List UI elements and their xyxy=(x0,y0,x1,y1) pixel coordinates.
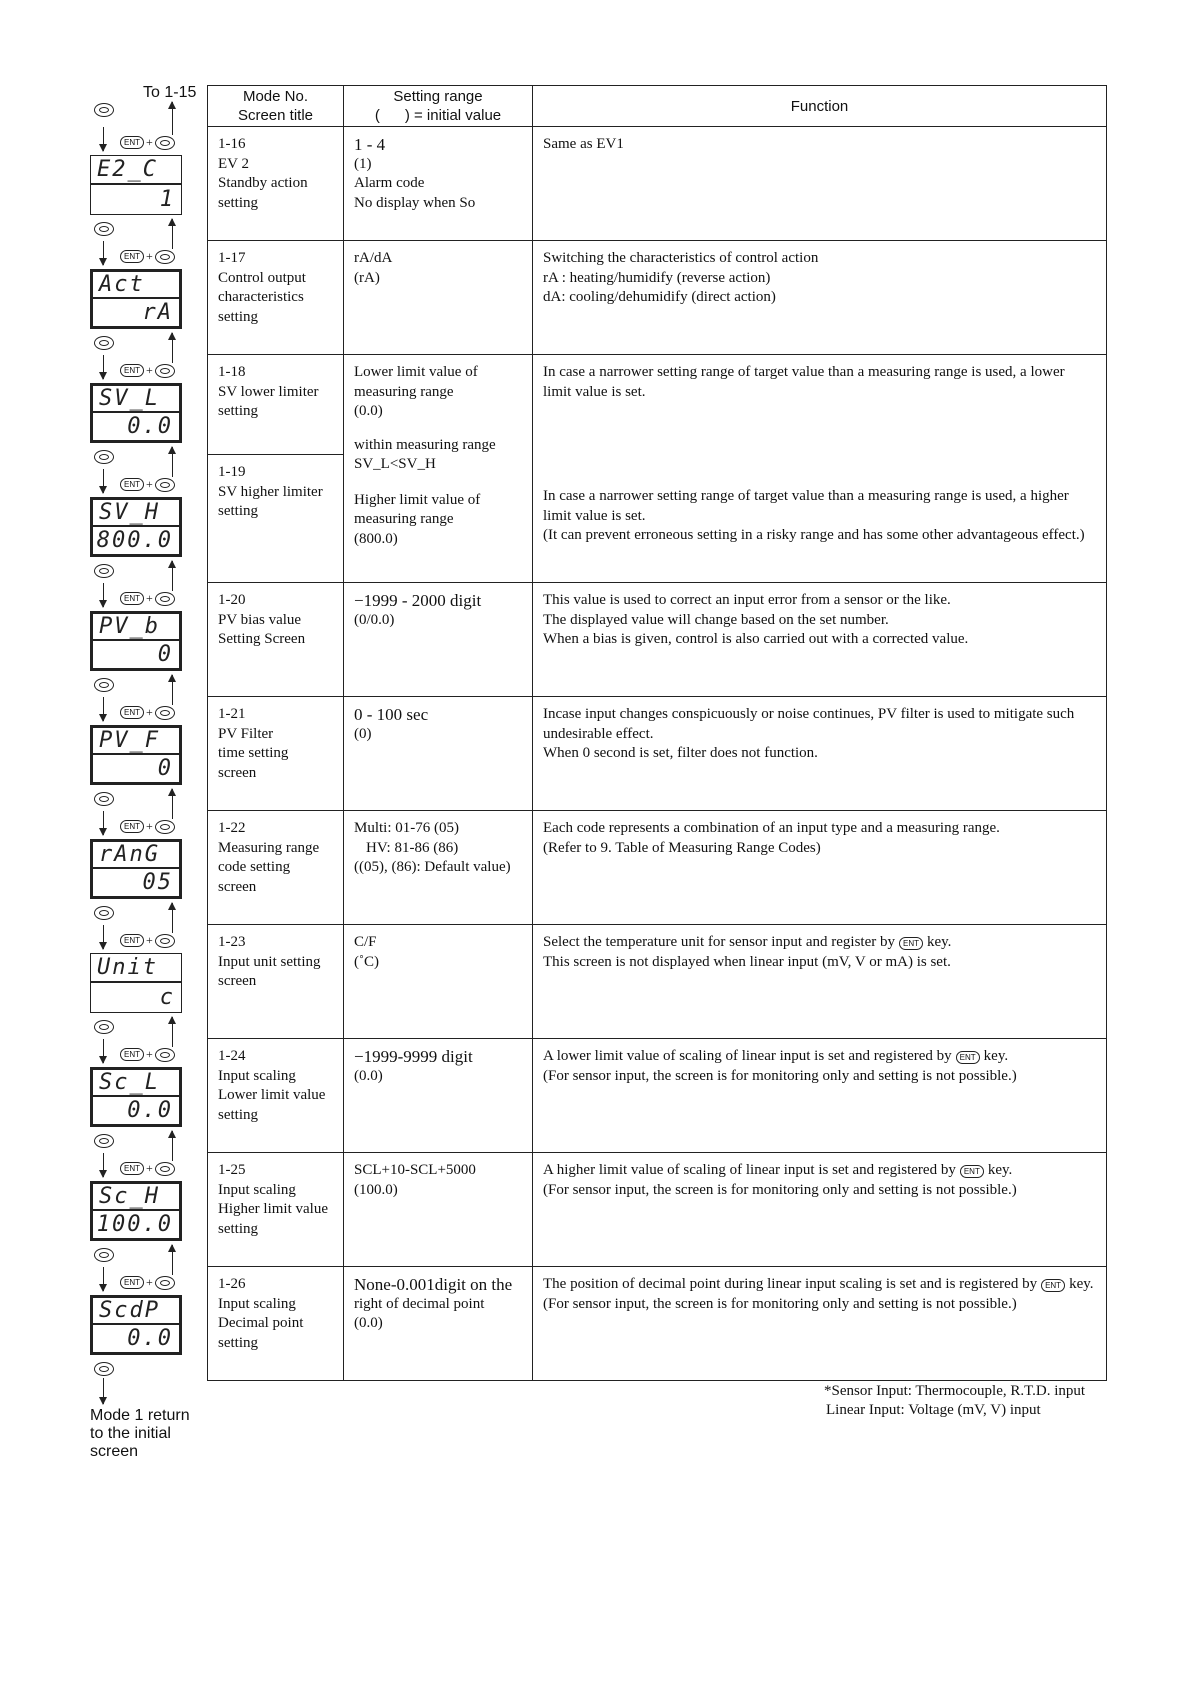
cell-line: Multi: 01-76 (05) xyxy=(354,820,459,836)
cell-line: Switching the characteristics of control action xyxy=(543,250,819,266)
function-cell xyxy=(533,697,1107,811)
cell-line: 1-24 xyxy=(218,1048,246,1064)
lcd-parameter-code: SV_L xyxy=(93,386,179,413)
ent-key-icon: ENT xyxy=(956,1051,980,1064)
range-cell xyxy=(344,241,533,355)
arrow-down-icon xyxy=(103,697,104,721)
cell-line: measuring range xyxy=(354,383,454,400)
cell-line: −1999 - 2000 digit xyxy=(354,591,482,610)
function-line-with-key xyxy=(543,933,1096,953)
flow-top-label: To 1-15 xyxy=(143,84,197,101)
cell-text: The position of decimal point during linear input scaling is set and is registered by xyxy=(543,1276,1038,1292)
cell-line: 1 - 4 xyxy=(354,135,386,154)
cell-line: 1-18 xyxy=(218,364,246,380)
ent-plus-key-combo xyxy=(120,477,175,492)
cell-line: within measuring range xyxy=(354,436,496,453)
set-key-icon xyxy=(155,1162,175,1176)
range-header-line1: Setting range xyxy=(393,88,483,105)
cell-line: (800.0) xyxy=(354,530,398,547)
cell-line: No display when So xyxy=(354,194,476,211)
plus-sign: + xyxy=(146,591,153,605)
cell-line: None-0.001digit on the xyxy=(354,1275,513,1294)
cell-line: Measuring range xyxy=(218,839,320,856)
range-cell xyxy=(344,925,533,1039)
mode-cell-upper xyxy=(208,355,343,455)
set-key-icon xyxy=(94,906,114,920)
plus-sign: + xyxy=(146,819,153,833)
lcd-parameter-code: Act xyxy=(93,272,179,299)
cell-line: 1-26 xyxy=(218,1276,246,1292)
mode-cell xyxy=(208,1153,344,1267)
cell-line: code setting xyxy=(218,859,291,875)
cell-line: 1-21 xyxy=(218,706,246,722)
cell-line: Standby action xyxy=(218,175,308,191)
ent-key-icon: ENT xyxy=(120,1276,144,1289)
cell-line: PV bias value xyxy=(218,611,302,628)
cell-line: Higher limit value of xyxy=(354,491,481,508)
flow-end-label: Mode 1 return to the initial screen xyxy=(90,1407,190,1460)
range-cell xyxy=(344,1153,533,1267)
cell-line: setting xyxy=(218,308,258,325)
range-cell xyxy=(344,1039,533,1153)
cell-line: 1-23 xyxy=(218,934,246,950)
set-key-icon xyxy=(155,820,175,834)
ent-plus-key-combo xyxy=(120,135,175,150)
cell-text: Select the temperature unit for sensor input and register by xyxy=(543,934,895,950)
cell-line: screen xyxy=(218,878,257,895)
table-row xyxy=(208,355,1107,583)
arrow-up-icon xyxy=(172,903,173,933)
arrow-up-icon xyxy=(172,789,173,819)
cell-line: (0.0) xyxy=(354,403,383,419)
lcd-parameter-code: rAnG xyxy=(93,842,179,869)
cell-line: Input scaling xyxy=(218,1067,296,1084)
cell-line: 1-22 xyxy=(218,820,246,836)
cell-line: (˚C) xyxy=(354,953,379,970)
function-cell xyxy=(533,1153,1107,1267)
ent-plus-key-combo xyxy=(120,249,175,264)
cell-line: (For sensor input, the screen is for monitoring only and setting is not possible.) xyxy=(543,1295,1017,1312)
function-cell xyxy=(533,583,1107,697)
arrow-down-icon xyxy=(103,241,104,265)
cell-line: rA/dA xyxy=(354,250,393,266)
set-key-icon xyxy=(155,250,175,264)
ent-key-icon: ENT xyxy=(899,937,923,950)
cell-line: The displayed value will change based on the set number. xyxy=(543,611,889,628)
arrow-down-icon xyxy=(103,1378,104,1404)
set-key-icon xyxy=(94,1134,114,1148)
ent-key-icon: ENT xyxy=(960,1165,984,1178)
cell-line: (For sensor input, the screen is for monitoring only and setting is not possible.) xyxy=(543,1067,1017,1084)
cell-line: SV higher limiter xyxy=(218,483,323,500)
cell-line: 1-16 xyxy=(218,136,246,152)
cell-text: key. xyxy=(983,1048,1009,1064)
function-column-header: Function xyxy=(533,86,1107,127)
table-row xyxy=(208,811,1107,925)
cell-line: right of decimal point xyxy=(354,1295,485,1312)
spacer xyxy=(543,402,1096,487)
lcd-parameter-code: ScdP xyxy=(93,1298,179,1325)
set-key-icon xyxy=(155,478,175,492)
plus-sign: + xyxy=(146,1161,153,1175)
footnote-sensor: *Sensor Input: Thermocouple, R.T.D. input xyxy=(824,1383,1086,1399)
cell-line: SV_L<SV_H xyxy=(354,456,436,472)
spacer xyxy=(354,422,522,436)
cell-line: (0) xyxy=(354,725,372,742)
cell-line: When a bias is given, control is also carried out with a corrected value. xyxy=(543,631,969,647)
cell-line: 0 - 100 sec xyxy=(354,705,429,724)
mode-cell xyxy=(208,127,344,241)
plus-sign: + xyxy=(146,933,153,947)
cell-line: PV Filter xyxy=(218,725,274,742)
cell-line: Alarm code xyxy=(354,175,425,191)
lcd-display xyxy=(90,725,182,785)
range-header-line2: ( ) = initial value xyxy=(374,107,502,124)
cell-line: Incase input changes conspicuously or noise continues, PV filter is used to mitigate such undesirable effect. xyxy=(543,706,1075,742)
lcd-parameter-value: 05 xyxy=(142,870,173,895)
set-key-icon xyxy=(94,564,114,578)
arrow-up-icon xyxy=(172,1245,173,1275)
range-cell xyxy=(344,355,533,583)
ent-plus-key-combo xyxy=(120,933,175,948)
table-row xyxy=(208,1039,1107,1153)
table-row xyxy=(208,697,1107,811)
arrow-up-icon xyxy=(172,561,173,591)
range-cell xyxy=(344,811,533,925)
lcd-display xyxy=(90,497,182,557)
cell-line: 1-20 xyxy=(218,592,246,608)
cell-line: In case a narrower setting range of target value than a measuring range is used, a lower limit value is set. xyxy=(543,364,1065,400)
cell-line: Input scaling xyxy=(218,1181,296,1198)
arrow-up-icon xyxy=(172,219,173,249)
lcd-display xyxy=(90,269,182,329)
arrow-up-icon xyxy=(172,102,173,135)
mode-cell xyxy=(208,583,344,697)
ent-plus-key-combo xyxy=(120,705,175,720)
arrow-down-icon xyxy=(103,1153,104,1177)
spacer xyxy=(354,475,522,491)
cell-line: (0/0.0) xyxy=(354,611,395,628)
ent-key-icon: ENT xyxy=(120,706,144,719)
cell-line: dA: cooling/dehumidify (direct action) xyxy=(543,289,776,305)
mode-column-header xyxy=(208,86,344,127)
lcd-parameter-value: 800.0 xyxy=(96,528,173,553)
cell-line: characteristics xyxy=(218,289,304,305)
cell-line: Same as EV1 xyxy=(543,136,624,152)
cell-line: This value is used to correct an input error from a sensor or the like. xyxy=(543,592,951,608)
function-cell xyxy=(533,127,1107,241)
function-cell xyxy=(533,1267,1107,1381)
lcd-display xyxy=(90,1181,182,1241)
cell-line: When 0 second is set, filter does not function. xyxy=(543,745,818,761)
range-cell xyxy=(344,583,533,697)
cell-line: Lower limit value xyxy=(218,1087,326,1103)
arrow-down-icon xyxy=(103,583,104,607)
ent-key-icon: ENT xyxy=(120,136,144,149)
table-row xyxy=(208,583,1107,697)
mode-cell xyxy=(208,1039,344,1153)
lcd-display xyxy=(90,1067,182,1127)
mode-cell xyxy=(208,355,344,583)
cell-line: In case a narrower setting range of target value than a measuring range is used, a higher limit value is set. xyxy=(543,488,1069,524)
lcd-parameter-value: c xyxy=(159,985,175,1010)
cell-line: setting xyxy=(218,503,258,519)
arrow-down-icon xyxy=(103,127,104,151)
plus-sign: + xyxy=(146,477,153,491)
cell-line: (0.0) xyxy=(354,1315,383,1331)
lcd-parameter-code: PV_F xyxy=(93,728,179,755)
arrow-up-icon xyxy=(172,675,173,705)
arrow-down-icon xyxy=(103,355,104,379)
function-line-with-key xyxy=(543,1161,1096,1181)
lcd-parameter-value: 0.0 xyxy=(127,414,173,439)
function-cell xyxy=(533,355,1107,583)
lcd-parameter-value: 0 xyxy=(157,756,173,781)
mode-cell xyxy=(208,925,344,1039)
lcd-parameter-value: 100.0 xyxy=(96,1212,173,1237)
set-key-icon xyxy=(94,1248,114,1262)
arrow-up-icon xyxy=(172,447,173,477)
lcd-display xyxy=(90,953,182,1013)
cell-line: Input unit setting xyxy=(218,953,321,970)
table-row xyxy=(208,925,1107,1039)
function-cell xyxy=(533,811,1107,925)
cell-line: setting xyxy=(218,1106,258,1123)
cell-line: Control output xyxy=(218,269,306,286)
cell-line: (0.0) xyxy=(354,1067,383,1084)
plus-sign: + xyxy=(146,1275,153,1289)
ent-plus-key-combo xyxy=(120,1047,175,1062)
cell-line: 1-19 xyxy=(218,464,246,480)
lcd-display xyxy=(90,383,182,443)
cell-line: setting xyxy=(218,194,258,211)
cell-line: SCL+10-SCL+5000 xyxy=(354,1162,476,1178)
cell-line: screen xyxy=(218,973,257,989)
ent-key-icon: ENT xyxy=(120,250,144,263)
cell-line: SV lower limiter xyxy=(218,383,319,400)
cell-line: (Refer to 9. Table of Measuring Range Codes) xyxy=(543,839,821,856)
cell-text: key. xyxy=(1069,1276,1094,1292)
cell-line: Decimal point xyxy=(218,1315,304,1331)
cell-line: setting xyxy=(218,1334,258,1351)
ent-plus-key-combo xyxy=(120,1161,175,1176)
cell-line: measuring range xyxy=(354,511,454,527)
cell-line: HV: 81-86 (86) xyxy=(366,839,459,856)
set-key-icon xyxy=(155,364,175,378)
function-cell xyxy=(533,925,1107,1039)
range-cell xyxy=(344,697,533,811)
cell-line: (For sensor input, the screen is for monitoring only and setting is not possible.) xyxy=(543,1181,1017,1198)
lcd-parameter-value: 0 xyxy=(157,642,173,667)
set-key-icon xyxy=(94,103,114,117)
ent-key-icon: ENT xyxy=(1041,1279,1065,1292)
cell-line: (rA) xyxy=(354,269,380,286)
ent-key-icon: ENT xyxy=(120,1162,144,1175)
table-row xyxy=(208,1267,1107,1381)
cell-line: EV 2 xyxy=(218,155,249,172)
set-key-icon xyxy=(94,450,114,464)
ent-key-icon: ENT xyxy=(120,934,144,947)
arrow-down-icon xyxy=(103,1267,104,1291)
cell-line: Lower limit value of xyxy=(354,364,478,380)
set-key-icon xyxy=(94,1362,114,1376)
mode-cell xyxy=(208,241,344,355)
lcd-display xyxy=(90,839,182,899)
set-key-icon xyxy=(155,934,175,948)
cell-line: setting xyxy=(218,403,258,419)
lcd-parameter-code: PV_b xyxy=(93,614,179,641)
cell-line: (It can prevent erroneous setting in a risky range and has some other advantageous effect.) xyxy=(543,527,1085,543)
cell-line: Higher limit value xyxy=(218,1201,328,1217)
cell-line: This screen is not displayed when linear input (mV, V or mA) is set. xyxy=(543,953,951,970)
ent-plus-key-combo xyxy=(120,363,175,378)
function-cell xyxy=(533,1039,1107,1153)
arrow-down-icon xyxy=(103,811,104,835)
arrow-down-icon xyxy=(103,1039,104,1063)
lcd-display xyxy=(90,155,182,215)
function-line-with-key xyxy=(543,1275,1096,1295)
cell-line: setting xyxy=(218,1220,258,1237)
cell-line: (1) xyxy=(354,155,372,172)
set-key-icon xyxy=(94,1020,114,1034)
range-cell xyxy=(344,1267,533,1381)
set-key-icon xyxy=(94,336,114,350)
cell-line: Input scaling xyxy=(218,1295,296,1312)
ent-key-icon: ENT xyxy=(120,1048,144,1061)
ent-key-icon: ENT xyxy=(120,364,144,377)
arrow-down-icon xyxy=(103,469,104,493)
range-cell xyxy=(344,127,533,241)
ent-plus-key-combo xyxy=(120,591,175,606)
mode-cell xyxy=(208,811,344,925)
cell-line: Each code represents a combination of an input type and a measuring range. xyxy=(543,820,1000,836)
plus-sign: + xyxy=(146,705,153,719)
table-row xyxy=(208,1153,1107,1267)
arrow-up-icon xyxy=(172,1131,173,1161)
set-key-icon xyxy=(155,136,175,150)
lcd-parameter-code: Sc_L xyxy=(93,1070,179,1097)
cell-line: rA : heating/humidify (reverse action) xyxy=(543,269,771,286)
table-row xyxy=(208,241,1107,355)
lcd-parameter-code: Sc_H xyxy=(93,1184,179,1211)
navigation-flow xyxy=(0,0,205,1684)
mode-cell xyxy=(208,1267,344,1381)
cell-text: key. xyxy=(987,1162,1013,1178)
plus-sign: + xyxy=(146,135,153,149)
set-key-icon xyxy=(94,678,114,692)
mode-header-line1: Mode No. xyxy=(242,88,309,105)
lcd-parameter-code: Unit xyxy=(91,954,181,983)
cell-text: A lower limit value of scaling of linear input is set and registered by xyxy=(543,1048,952,1064)
ent-plus-key-combo xyxy=(120,819,175,834)
mode-header-line2: Screen title xyxy=(237,107,314,124)
cell-line: (100.0) xyxy=(354,1181,398,1198)
cell-line: C/F xyxy=(354,934,377,950)
ent-key-icon: ENT xyxy=(120,820,144,833)
range-column-header xyxy=(344,86,533,127)
mode-cell-lower xyxy=(208,455,343,530)
cell-line: screen xyxy=(218,764,257,781)
footnote-linear: Linear Input: Voltage (mV, V) input xyxy=(826,1402,1041,1418)
lcd-parameter-value: 1 xyxy=(159,187,175,212)
ent-key-icon: ENT xyxy=(120,592,144,605)
mode-cell xyxy=(208,697,344,811)
lcd-parameter-value: 0.0 xyxy=(127,1098,173,1123)
arrow-up-icon xyxy=(172,333,173,363)
cell-line: 1-17 xyxy=(218,250,246,266)
lcd-parameter-code: SV_H xyxy=(93,500,179,527)
plus-sign: + xyxy=(146,363,153,377)
plus-sign: + xyxy=(146,1047,153,1061)
cell-line: −1999-9999 digit xyxy=(354,1047,473,1066)
lcd-display xyxy=(90,611,182,671)
lcd-parameter-code: E2_C xyxy=(91,156,181,185)
lcd-parameter-value: 0.0 xyxy=(127,1326,173,1351)
cell-line: ((05), (86): Default value) xyxy=(354,859,511,875)
cell-line: time setting xyxy=(218,745,289,761)
set-key-icon xyxy=(155,706,175,720)
set-key-icon xyxy=(94,222,114,236)
function-line-with-key xyxy=(543,1047,1096,1067)
arrow-down-icon xyxy=(103,925,104,949)
set-key-icon xyxy=(94,792,114,806)
set-key-icon xyxy=(155,592,175,606)
ent-plus-key-combo xyxy=(120,1275,175,1290)
mode-settings-table xyxy=(207,85,1107,1381)
cell-text: key. xyxy=(926,934,952,950)
set-key-icon xyxy=(155,1048,175,1062)
table-row xyxy=(208,127,1107,241)
cell-line: Setting Screen xyxy=(218,631,306,647)
ent-key-icon: ENT xyxy=(120,478,144,491)
cell-text: A higher limit value of scaling of linear input is set and registered by xyxy=(543,1162,956,1178)
function-cell xyxy=(533,241,1107,355)
lcd-parameter-value: rA xyxy=(142,300,173,325)
lcd-display xyxy=(90,1295,182,1355)
cell-line: 1-25 xyxy=(218,1162,246,1178)
set-key-icon xyxy=(155,1276,175,1290)
arrow-up-icon xyxy=(172,1017,173,1047)
plus-sign: + xyxy=(146,249,153,263)
